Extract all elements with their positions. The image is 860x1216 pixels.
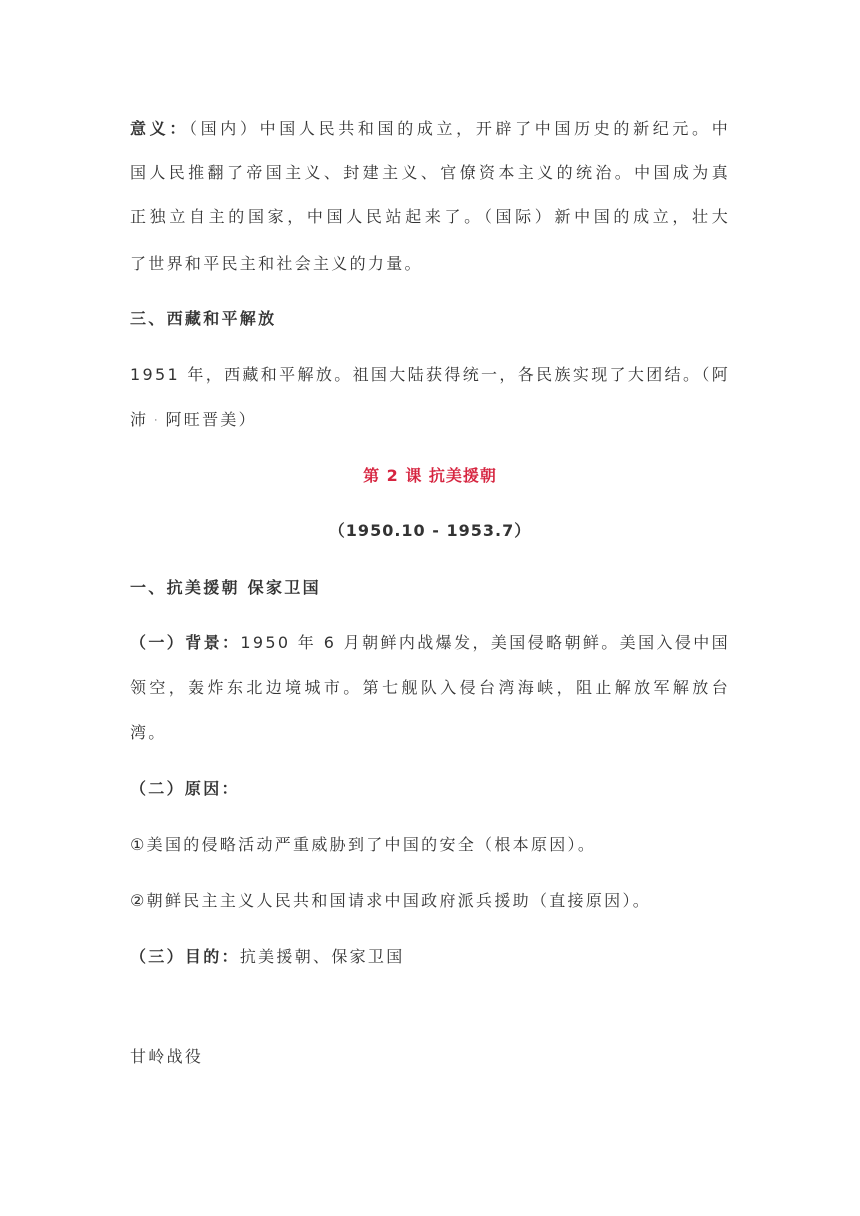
- background-text-1: 1950 年 6 月朝鲜内战爆发，美国侵略朝鲜。美国入侵中国: [240, 633, 730, 652]
- purpose-line: [130, 946, 730, 968]
- middle-dot: ·: [154, 415, 160, 426]
- background-line-1: [130, 632, 730, 654]
- significance-line-4: 了世界和平民主和社会主义的力量。: [130, 254, 423, 273]
- tibet-line-2b: 阿旺晋美）: [165, 410, 257, 429]
- background-line-2: 领空，轰炸东北边境城市。第七舰队入侵台湾海峡，阻止解放军解放台: [130, 678, 730, 697]
- purpose-label: （三）目的：: [130, 947, 240, 966]
- significance-line-3: 正独立自主的国家，中国人民站起来了。（国际）新中国的成立，壮大: [130, 207, 730, 226]
- part1-heading: 一、抗美援朝 保家卫国: [130, 578, 321, 597]
- section-heading-tibet: 三、西藏和平解放: [130, 309, 277, 328]
- background-line-3: 湾。: [130, 723, 167, 742]
- significance-text-1: （国内）中国人民共和国的成立，开辟了中国历史的新纪元。中: [188, 119, 730, 138]
- tibet-line-2: [130, 409, 730, 432]
- purpose-text: 抗美援朝、保家卫国: [239, 947, 405, 966]
- tibet-line-2a: 沛: [130, 410, 149, 429]
- background-label: （一）背景：: [130, 633, 241, 652]
- lesson-dates: （1950.10 - 1953.7）: [328, 521, 532, 540]
- lesson-title: 第 2 课 抗美援朝: [363, 466, 497, 485]
- tibet-line-1: 1951 年，西藏和平解放。祖国大陆获得统一，各民族实现了大团结。（阿: [130, 365, 730, 384]
- cause-item-1: ①美国的侵略活动严重威胁到了中国的安全（根本原因）。: [130, 835, 597, 854]
- significance-line-1: [130, 118, 730, 140]
- cause-label: （二）原因：: [130, 779, 240, 798]
- battle-line-2: 甘岭战役: [130, 1047, 204, 1066]
- cause-item-2: ②朝鲜民主主义人民共和国请求中国政府派兵援助（直接原因）。: [130, 891, 652, 910]
- significance-label: 意义：: [130, 119, 189, 138]
- significance-line-2: 国人民推翻了帝国主义、封建主义、官僚资本主义的统治。中国成为真: [130, 163, 730, 182]
